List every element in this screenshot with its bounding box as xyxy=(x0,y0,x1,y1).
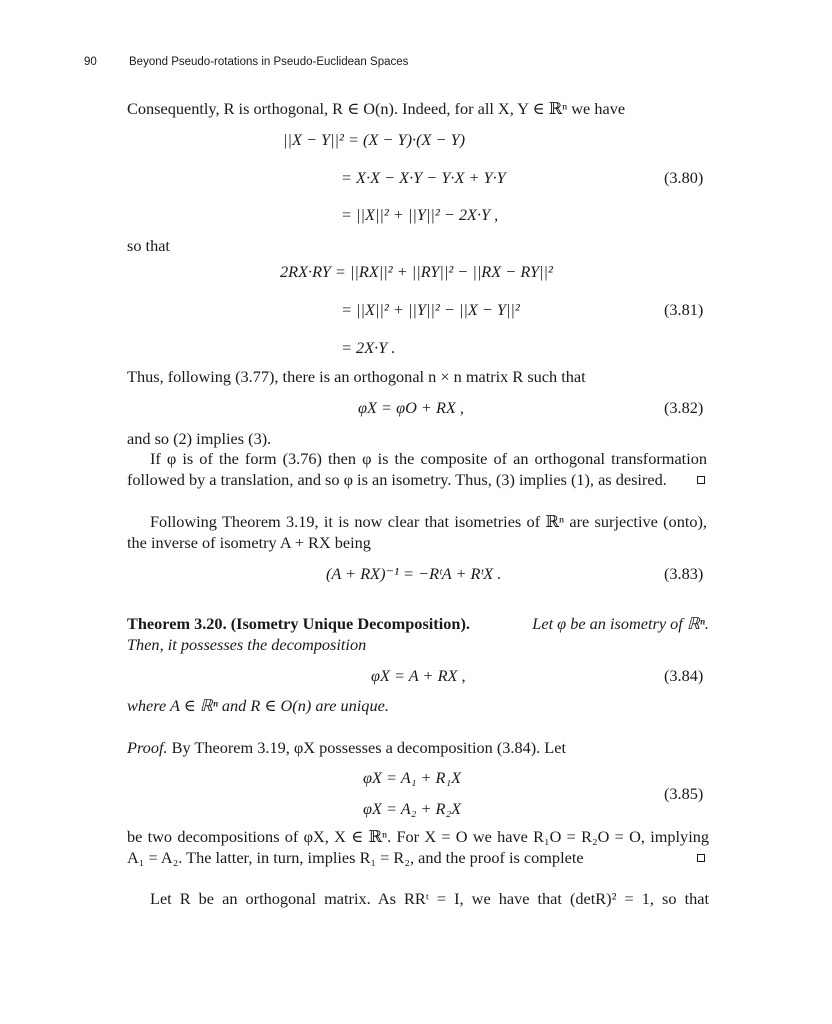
paragraph-following-theorem-line-2: the inverse of isometry A + RX being xyxy=(127,533,371,552)
eq-3-83: (A + RX)⁻¹ = −RᵗA + RᵗX . xyxy=(326,564,502,583)
eq-3-81-line-2: = ||X||² + ||Y||² − ||X − Y||² xyxy=(341,300,520,319)
page-number: 90 xyxy=(84,56,97,68)
eq-3-85-line-2: φX = A₂ + R₂X xyxy=(363,799,462,818)
proof-line xyxy=(127,737,566,759)
proof-label: Proof. xyxy=(127,738,168,757)
paragraph-consequently: Consequently, R is orthogonal, R ∈ O(n). Indeed, for all X, Y ∈ ℝⁿ we have xyxy=(127,99,626,118)
paragraph-if-phi-line-2: followed by a translation, and so φ is an isometry. Thus, (3) implies (1), as desired. xyxy=(127,470,667,489)
theorem-statement-start: Let φ be an isometry of ℝⁿ. xyxy=(532,614,709,633)
eq-3-80-line-3: = ||X||² + ||Y||² − 2X·Y , xyxy=(341,205,499,224)
qed-square-icon xyxy=(697,854,705,862)
eq-3-80-line-1: ||X − Y||² = (X − Y)·(X − Y) xyxy=(283,130,466,149)
proof-text: By Theorem 3.19, φX possesses a decomposition (3.84). Let xyxy=(171,738,566,757)
eq-3-81-line-1: 2RX·RY = ||RX||² + ||RY||² − ||RX − RY||² xyxy=(280,262,553,281)
eq-3-82: φX = φO + RX , xyxy=(358,398,465,417)
eq-3-84-number: (3.84) xyxy=(664,666,704,685)
eq-3-82-number: (3.82) xyxy=(664,398,704,417)
theorem-3-20-conclusion: where A ∈ ℝⁿ and R ∈ O(n) are unique. xyxy=(127,696,389,715)
eq-3-84: φX = A + RX , xyxy=(371,666,466,685)
theorem-3-20-line-1 xyxy=(127,613,709,635)
eq-3-80-line-2: = X·X − X·Y − Y·X + Y·Y xyxy=(341,168,506,187)
paragraph-two-decompositions-line-1: be two decompositions of φX, X ∈ ℝⁿ. For X = O we have R₁O = R₂O = O, implying xyxy=(127,827,709,846)
eq-3-85-number: (3.85) xyxy=(664,784,704,803)
eq-3-85-line-1: φX = A₁ + R₁X xyxy=(363,768,462,787)
paragraph-if-phi-line-1: If φ is of the form (3.76) then φ is the composite of an orthogonal transformation xyxy=(150,449,707,468)
paragraph-two-decompositions-line-2: A₁ = A₂. The latter, in turn, implies R₁ = R₂, and the proof is complete xyxy=(127,848,584,867)
eq-3-81-number: (3.81) xyxy=(664,300,704,319)
paragraph-orthogonal-matrix: Let R be an orthogonal matrix. As RRᵗ = I, we have that (detR)² = 1, so that xyxy=(150,889,709,908)
paragraph-following-theorem-line-1: Following Theorem 3.19, it is now clear that isometries of ℝⁿ are surjective (onto), xyxy=(150,512,707,531)
theorem-label: Theorem 3.20. (Isometry Unique Decomposition). xyxy=(127,614,470,633)
eq-3-81-line-3: = 2X·Y . xyxy=(341,338,396,357)
running-title: Beyond Pseudo-rotations in Pseudo-Euclidean Spaces xyxy=(129,56,409,68)
eq-3-83-number: (3.83) xyxy=(664,564,704,583)
paragraph-and-so: and so (2) implies (3). xyxy=(127,429,272,448)
paragraph-thus-following: Thus, following (3.77), there is an orthogonal n × n matrix R such that xyxy=(127,367,586,386)
eq-3-80-number: (3.80) xyxy=(664,168,704,187)
theorem-3-20-line-2: Then, it possesses the decomposition xyxy=(127,635,367,654)
qed-square-icon xyxy=(697,476,705,484)
so-that-text: so that xyxy=(127,236,170,255)
